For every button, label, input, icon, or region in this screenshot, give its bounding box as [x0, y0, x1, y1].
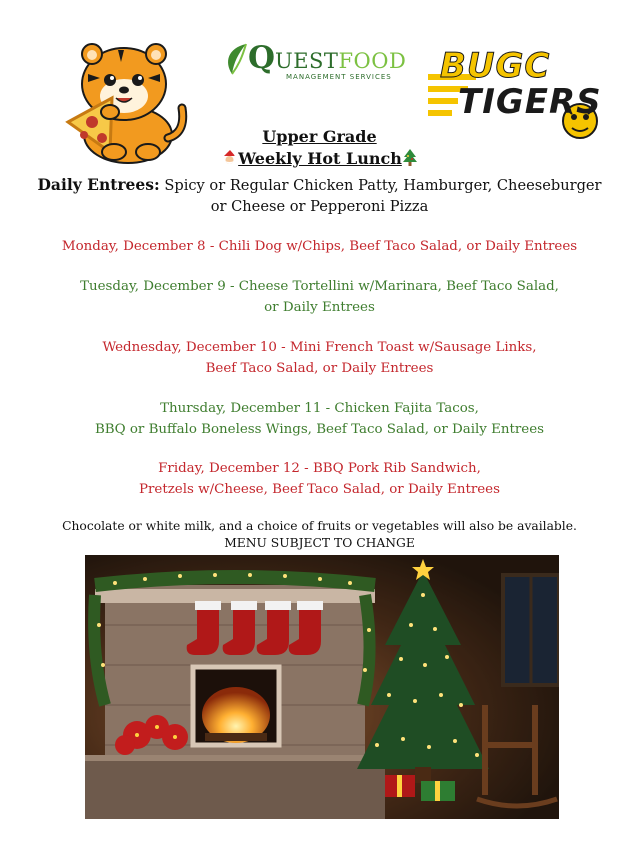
- title-upper-grade: Upper Grade: [262, 127, 377, 146]
- menu-line: Beef Taco Salad, or Daily Entrees: [205, 361, 434, 376]
- leaf-icon: [224, 42, 250, 76]
- menu-day-tuesday: [20, 276, 619, 318]
- daily-entrees-label: Daily Entrees:: [37, 175, 160, 194]
- title-weekly-hot-lunch: [0, 149, 639, 168]
- tiger-mascot-logo: [62, 40, 190, 165]
- footer-notes: [0, 518, 639, 552]
- christmas-tree-icon: [402, 149, 418, 166]
- menu-day-wednesday: [20, 337, 619, 379]
- tigers-logo-tigers: TIGERS: [458, 82, 602, 122]
- quest-logo-uest: UEST: [275, 49, 339, 73]
- menu-line: Monday, December 8 - Chili Dog w/Chips, Beef Taco Salad, or Daily Entrees: [61, 239, 578, 254]
- weekly-hot-lunch-text: Weekly Hot Lunch: [238, 149, 402, 168]
- daily-entrees-text-1: Spicy or Regular Chicken Patty, Hamburger, Cheeseburger: [159, 177, 602, 194]
- santa-icon: [221, 149, 238, 166]
- quest-logo-subtitle: MANAGEMENT SERVICES: [286, 73, 392, 81]
- tigers-logo-bugc: BUGC: [440, 46, 551, 86]
- menu-line: Thursday, December 11 - Chicken Fajita Tacos,: [160, 401, 479, 416]
- menu-day-friday: [20, 458, 619, 500]
- daily-entrees: [20, 174, 619, 217]
- menu-line: Tuesday, December 9 - Cheese Tortellini w/Marinara, Beef Taco Salad,: [80, 279, 559, 294]
- daily-entrees-text-2: or Cheese or Pepperoni Pizza: [210, 198, 429, 215]
- menu-line: BBQ or Buffalo Boneless Wings, Beef Taco Salad, or Daily Entrees: [94, 422, 545, 437]
- milk-note: Chocolate or white milk, and a choice of fruits or vegetables will also be available.: [62, 519, 577, 533]
- quest-logo-food: FOOD: [338, 49, 407, 73]
- quest-food-logo: [220, 40, 407, 88]
- menu-line: Wednesday, December 10 - Mini French Toast w/Sausage Links,: [102, 340, 537, 355]
- menu-line: Friday, December 12 - BBQ Pork Rib Sandwich,: [158, 461, 481, 476]
- menu-day-monday: [20, 236, 619, 257]
- menu-line: or Daily Entrees: [264, 300, 375, 315]
- menu-day-thursday: [20, 398, 619, 440]
- menu-line: Pretzels w/Cheese, Beef Taco Salad, or Daily Entrees: [139, 482, 500, 497]
- quest-logo-q: Q: [248, 40, 276, 76]
- menu-subject-to-change: MENU SUBJECT TO CHANGE: [224, 536, 415, 550]
- christmas-fireplace-photo: [85, 555, 559, 819]
